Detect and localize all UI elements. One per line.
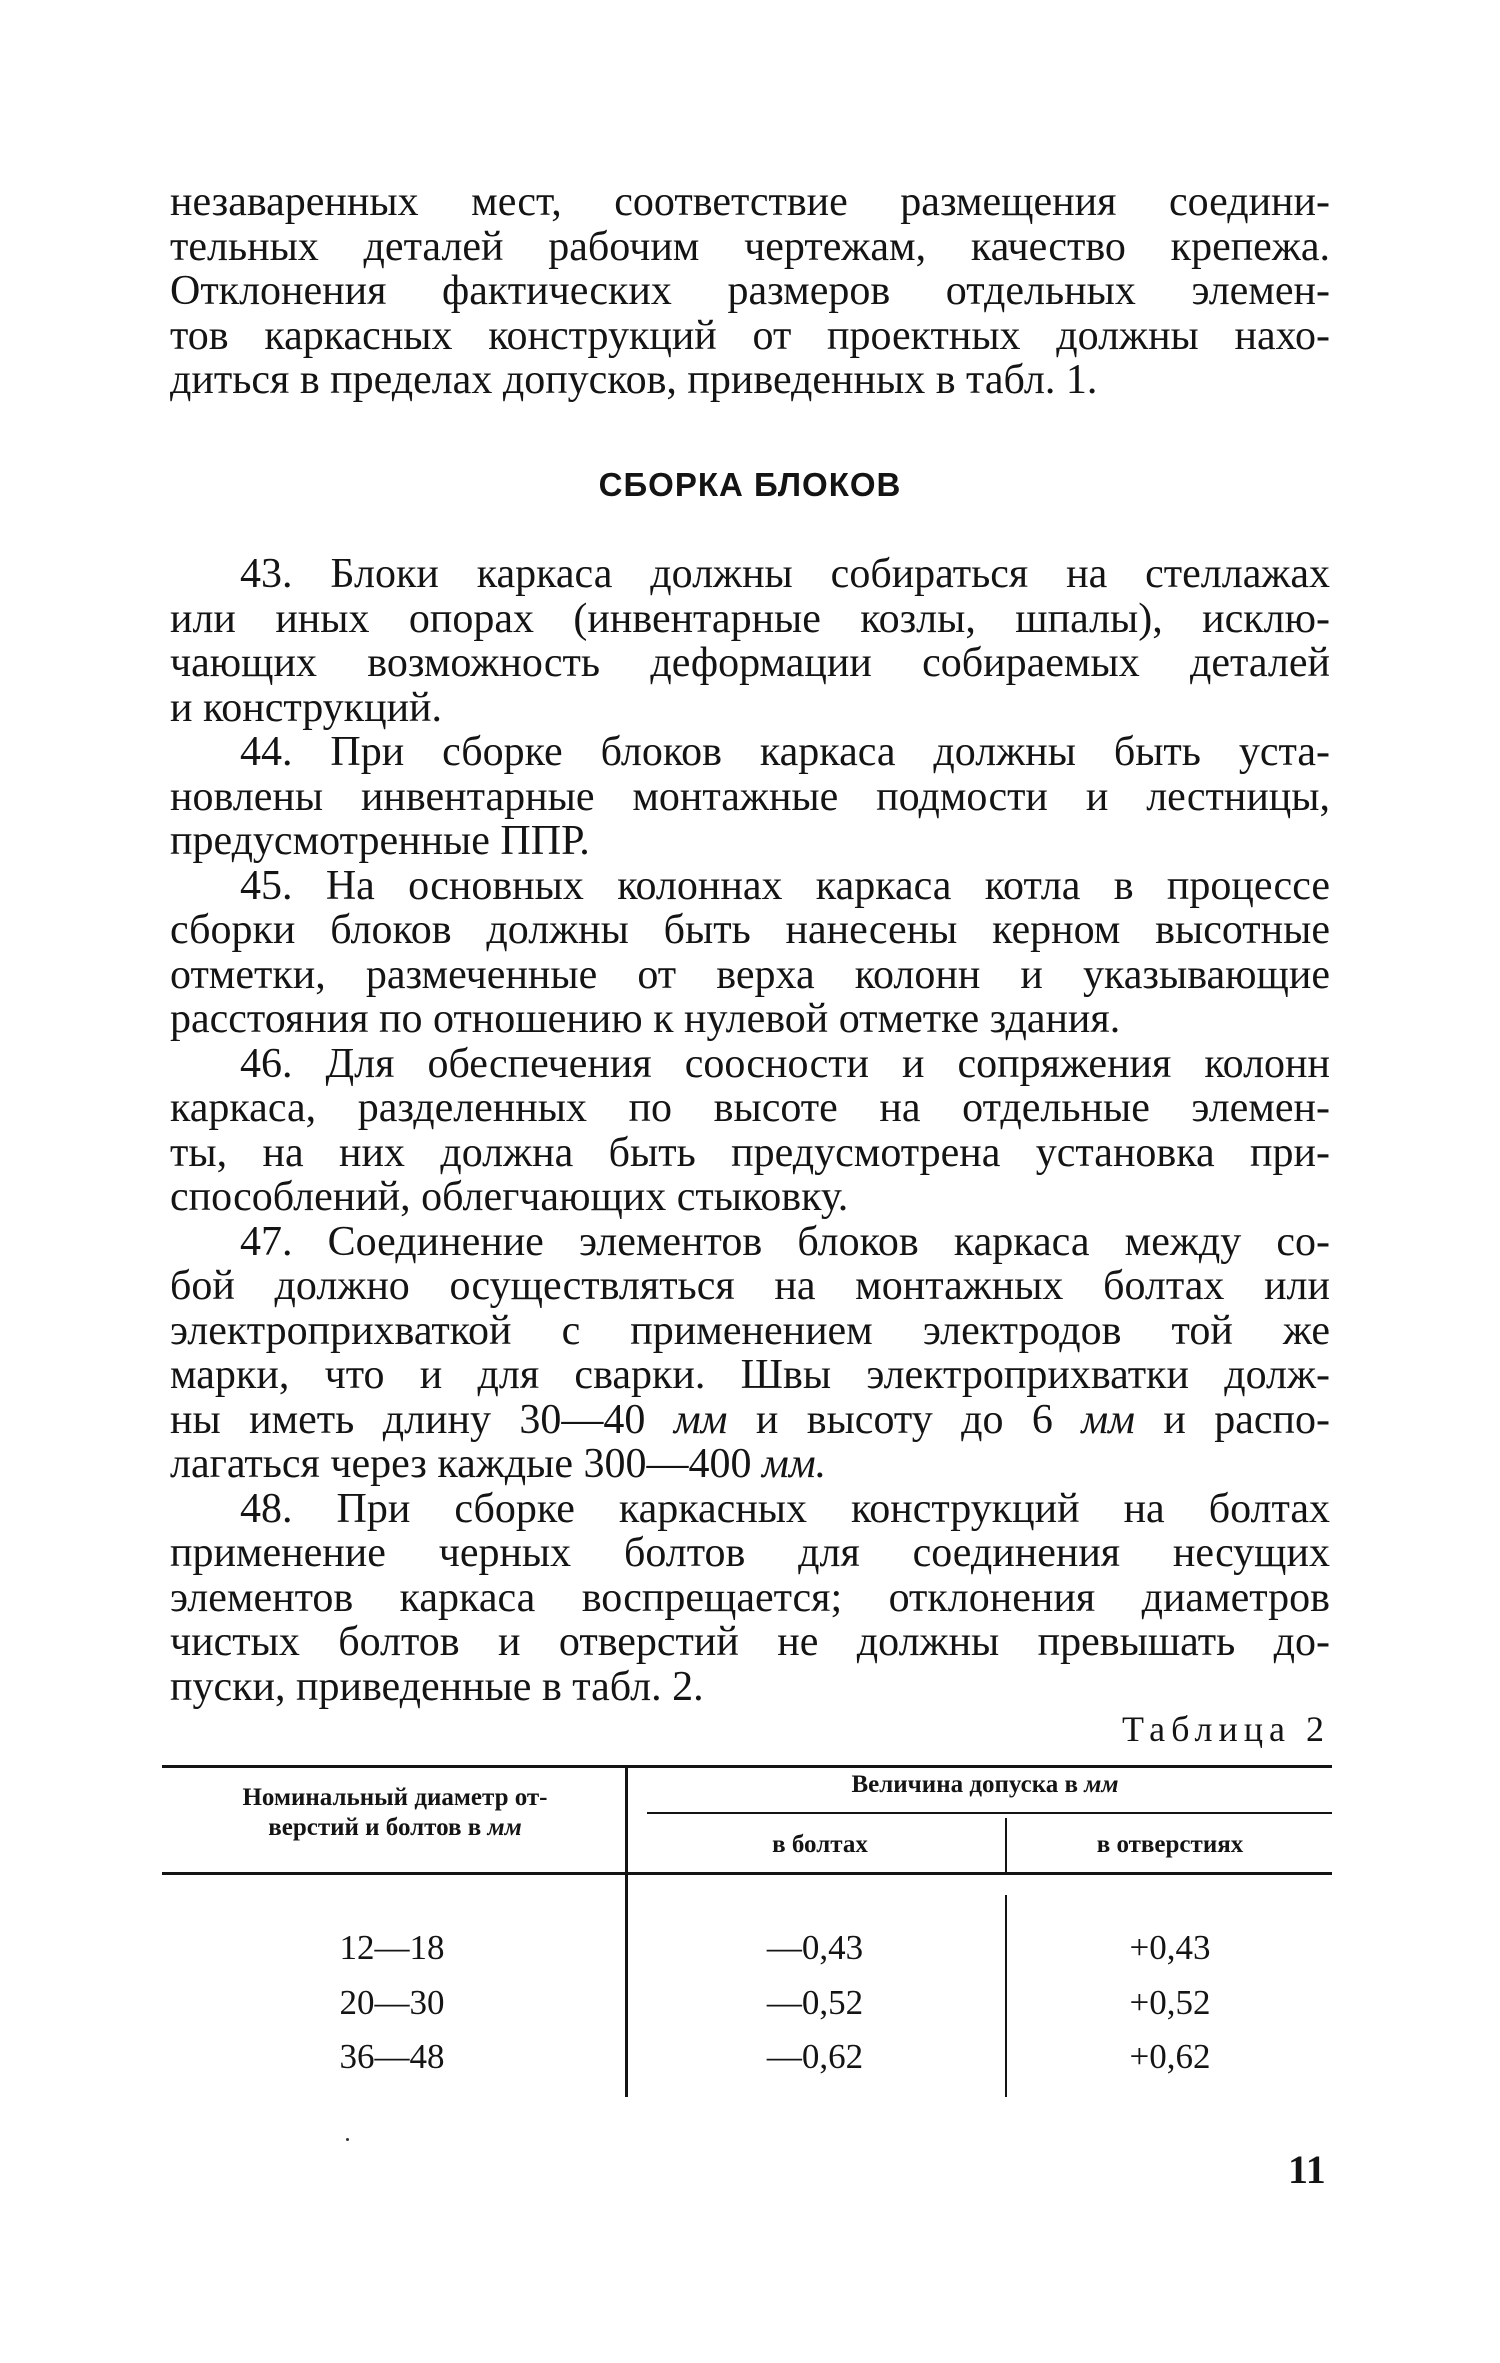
text-line: Отклонения фактических размеров отдельных элемен- <box>170 268 1330 314</box>
table-top-rule <box>162 1765 1332 1768</box>
text-line: бой должно осуществляться на монтажных болтах или <box>170 1263 1330 1309</box>
text-line: 45. На основных колоннах каркаса котла в процессе <box>240 862 1330 909</box>
paragraph-47 <box>170 1220 1330 1487</box>
text-line: или иных опорах (инвентарные козлы, шпалы), исклю- <box>170 595 1330 642</box>
cell-diameter: 36—48 <box>339 2037 445 2076</box>
text-line: диться в пределах допусков, приведенных в табл. 1. <box>170 357 1098 403</box>
header-text: верстий и болтов в <box>268 1814 488 1841</box>
text-line: 44. При сборке блоков каркаса должны быть уста- <box>240 729 1330 775</box>
cell-holes: +0,43 <box>1129 1928 1211 1967</box>
page-number: 11 <box>1288 2147 1326 2192</box>
cell-holes: +0,62 <box>1129 2037 1211 2076</box>
text-fragment: и распо- <box>1134 1396 1330 1443</box>
header-diameter <box>175 1783 615 1843</box>
header-text: Величина допуска в <box>851 1771 1085 1798</box>
paragraph-46 <box>170 1042 1330 1220</box>
text-fragment: лагаться через каждые 300—400 <box>170 1441 763 1487</box>
unit-mm: мм <box>673 1396 728 1443</box>
cell-diameter: 20—30 <box>339 1983 445 2022</box>
unit-mm: мм <box>1084 1771 1119 1798</box>
text-line: отметки, размеченные от верха колонн и указывающие <box>170 951 1330 998</box>
table-subcolumn-divider <box>1005 1818 1007 1872</box>
text-line: каркаса, разделенных по высоте на отдельные элемен- <box>170 1085 1330 1131</box>
header-holes: в отверстиях <box>1096 1831 1244 1858</box>
header-tolerance-group <box>640 1770 1330 1800</box>
text-line: 48. При сборке каркасных конструкций на болтах <box>240 1485 1330 1532</box>
cell-bolts: —0,43 <box>766 1928 864 1967</box>
cell-bolts: —0,52 <box>766 1983 864 2022</box>
text-line: расстояния по отношению к нулевой отметке здания. <box>170 996 1121 1042</box>
cell-bolts: —0,62 <box>766 2037 864 2076</box>
print-speck <box>346 2138 349 2141</box>
text-line: способлений, облегчающих стыковку. <box>170 1174 849 1220</box>
paragraph-43 <box>170 552 1330 730</box>
table-caption: Таблица 2 <box>1122 1709 1330 1749</box>
text-line <box>170 1442 1330 1487</box>
text-line: применение черных болтов для соединения несущих <box>170 1530 1330 1576</box>
text-line: 46. Для обеспечения соосности и сопряжения колонн <box>240 1040 1330 1087</box>
text-line: пуски, приведенные в табл. 2. <box>170 1663 704 1710</box>
text-line: чающих возможность деформации собираемых деталей <box>170 640 1330 686</box>
text-line <box>170 1398 1330 1443</box>
paragraph-48 <box>170 1487 1330 1710</box>
table-body-divider <box>1005 1895 1007 2097</box>
unit-mm: мм <box>487 1814 522 1841</box>
header-bolts: в болтах <box>772 1831 868 1858</box>
text-line: ты, на них должна быть предусмотрена установка при- <box>170 1129 1330 1176</box>
section-heading: СБОРКА БЛОКОВ <box>598 466 902 503</box>
unit-mm: мм <box>1081 1396 1135 1443</box>
text-line: тельных деталей рабочим чертежам, качество крепежа. <box>170 223 1330 270</box>
text-line: тов каркасных конструкций от проектных должны нахо- <box>170 312 1330 359</box>
text-line: электроприхваткой с применением электродов той же <box>170 1307 1330 1354</box>
text-line: марки, что и для сварки. Швы электроприхватки долж- <box>170 1352 1330 1398</box>
table-column-divider <box>625 1767 628 2097</box>
text-line: и конструкций. <box>170 684 443 731</box>
table-header-rule <box>162 1872 1332 1875</box>
header-text-line <box>175 1813 615 1843</box>
text-fragment: ны иметь длину 30—40 <box>170 1396 674 1443</box>
paragraph-44 <box>170 730 1330 864</box>
text-line: сборки блоков должны быть нанесены керном высотные <box>170 907 1330 953</box>
cell-holes: +0,52 <box>1129 1983 1211 2022</box>
text-fragment: и высоту до 6 <box>727 1396 1082 1443</box>
text-line: элементов каркаса воспрещается; отклонения диаметров <box>170 1574 1330 1621</box>
text-line: 47. Соединение элементов блоков каркаса между со- <box>240 1218 1330 1265</box>
intro-paragraph <box>170 180 1330 403</box>
numbered-paragraphs <box>170 552 1330 1709</box>
table-group-rule <box>647 1812 1332 1814</box>
unit-mm: мм. <box>762 1441 827 1487</box>
text-line: предусмотренные ППР. <box>170 818 590 864</box>
text-line: 43. Блоки каркаса должны собираться на стеллажах <box>240 551 1330 597</box>
text-line: незаваренных мест, соответствие размещения соедини- <box>170 179 1330 225</box>
cell-diameter: 12—18 <box>339 1928 445 1967</box>
text-line: чистых болтов и отверстий не должны превышать до- <box>170 1619 1330 1665</box>
paragraph-45 <box>170 864 1330 1042</box>
text-line: новлены инвентарные монтажные подмости и лестницы, <box>170 773 1330 820</box>
header-text: Номинальный диаметр от- <box>242 1784 548 1811</box>
